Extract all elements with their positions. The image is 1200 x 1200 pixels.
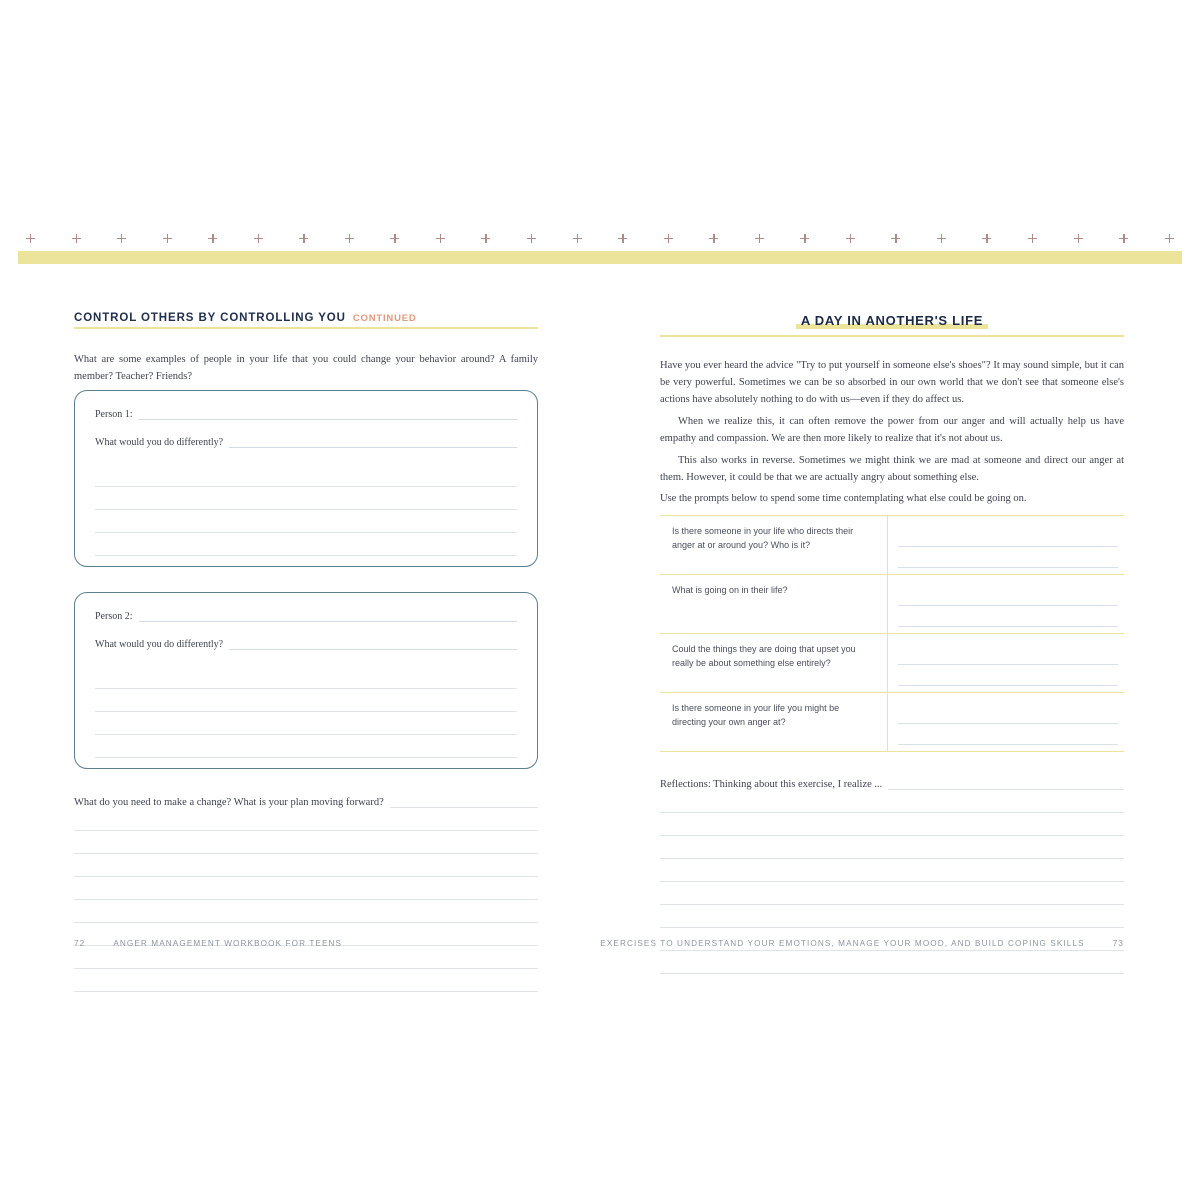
plus-icon [755,234,764,243]
plus-icon [345,234,354,243]
person-2-field[interactable] [95,610,517,622]
plus-icon [709,234,718,243]
person-1-question-input-rule[interactable] [229,436,517,448]
left-closing-input-rule[interactable] [390,794,538,808]
plus-icon [208,234,217,243]
ruled-line[interactable] [898,526,1118,547]
prompt-question-2: What is going on in their life? [660,575,888,633]
right-paragraph-3: This also works in reverse. Sometimes we might think we are mad at someone and direct our anger at them. However, it could be that we are actually angry about something else. [660,454,1124,483]
table-row[interactable] [660,634,1124,693]
person-1-question-label: What would you do differently? [95,437,224,448]
ruled-line[interactable] [74,946,538,969]
answer-box-person-1[interactable] [74,390,538,567]
person-2-question-input-rule[interactable] [229,638,517,650]
plus-icon [254,234,263,243]
page-columns [18,264,1182,962]
ruled-line[interactable] [660,951,1124,974]
prompt-answer-2[interactable] [888,575,1124,633]
plus-icon [527,234,536,243]
ruled-line[interactable] [660,836,1124,859]
plus-icon [163,234,172,243]
person-2-rule-stack[interactable] [95,666,517,758]
ruled-line[interactable] [898,724,1118,745]
left-closing-prompt: What do you need to make a change? What is your plan moving forward? [74,797,384,808]
ruled-line[interactable] [95,487,517,510]
prompt-question-4: Is there someone in your life you might be directing your own anger at? [660,693,888,751]
plus-icon [891,234,900,243]
plus-icon [937,234,946,243]
prompt-table [660,515,1124,752]
left-heading-rule [74,327,538,329]
reflection-prompt: Reflections: Thinking about this exercise, I realize ... [660,779,883,791]
left-closing-prompt-row[interactable] [74,794,538,808]
right-page-footer [600,939,1124,948]
left-closing-rule-stack[interactable] [74,808,538,992]
ruled-line[interactable] [660,790,1124,813]
prompt-answer-4[interactable] [888,693,1124,751]
ruled-line[interactable] [898,606,1118,627]
plus-icon [573,234,582,243]
left-heading-continued: CONTINUED [352,313,417,324]
left-page-number: 72 [74,939,86,948]
plus-icon [26,234,35,243]
answer-box-person-2[interactable] [74,592,538,769]
ruled-line[interactable] [898,585,1118,606]
plus-icon [72,234,81,243]
right-page-number: 73 [1112,939,1124,948]
plus-mark-row [18,222,1182,254]
plus-icon [390,234,399,243]
person-2-label: Person 2: [95,611,133,622]
person-2-question-label: What would you do differently? [95,639,224,650]
reflection-prompt-row[interactable] [660,776,1124,790]
left-footer-text: ANGER MANAGEMENT WORKBOOK FOR TEENS [113,939,343,948]
plus-icon [481,234,490,243]
ruled-line[interactable] [95,666,517,689]
right-page [600,264,1182,962]
person-1-question-field[interactable] [95,436,517,448]
plus-icon [1074,234,1083,243]
ruled-line[interactable] [898,644,1118,665]
ruled-line[interactable] [95,533,517,556]
reflection-input-rule[interactable] [888,776,1124,790]
ruled-line[interactable] [95,712,517,735]
ruled-line[interactable] [660,882,1124,905]
right-page-heading-wrap [660,312,1124,337]
plus-icon [846,234,855,243]
left-heading-text: CONTROL OTHERS BY CONTROLLING YOU [74,312,346,324]
plus-icon [664,234,673,243]
plus-icon [982,234,991,243]
table-row[interactable] [660,575,1124,634]
prompt-answer-1[interactable] [888,516,1124,574]
plus-icon [117,234,126,243]
prompt-question-3: Could the things they are doing that upset you really be about something else entirely? [660,634,888,692]
ruled-line[interactable] [95,735,517,758]
ruled-line[interactable] [74,969,538,992]
ruled-line[interactable] [95,510,517,533]
left-intro-text: What are some examples of people in your life that you could change your behavior around? A family member? Teacher? Friends? [74,354,538,382]
right-heading-rule [660,335,1124,337]
person-1-input-rule[interactable] [139,408,518,420]
right-footer-text: EXERCISES TO UNDERSTAND YOUR EMOTIONS, MANAGE YOUR MOOD, AND BUILD COPING SKILLS [600,939,1085,948]
plus-icon [800,234,809,243]
right-paragraph-2: When we realize this, it can often remove the power from our anger and will actually help us have empathy and compassion. We are then more likely to realize that it's not about us. [660,415,1124,444]
person-1-rule-stack[interactable] [95,464,517,556]
plus-icon [1119,234,1128,243]
plus-icon [436,234,445,243]
person-1-field[interactable] [95,408,517,420]
person-2-question-field[interactable] [95,638,517,650]
plus-icon [299,234,308,243]
plus-icon [1028,234,1037,243]
ruled-line[interactable] [74,808,538,831]
ruled-line[interactable] [898,703,1118,724]
right-page-heading: A DAY IN ANOTHER'S LIFE [796,313,988,329]
yellow-band [18,251,1182,264]
ruled-line[interactable] [898,665,1118,686]
prompt-answer-3[interactable] [888,634,1124,692]
ruled-line[interactable] [660,905,1124,928]
decorative-top-border [18,222,1182,264]
workbook-spread [18,222,1182,962]
ruled-line[interactable] [74,900,538,923]
ruled-line[interactable] [660,813,1124,836]
left-page-footer [74,939,342,948]
ruled-line[interactable] [95,464,517,487]
ruled-line[interactable] [74,854,538,877]
left-page-heading [74,312,538,324]
right-paragraph-1: Have you ever heard the advice "Try to put yourself in someone else's shoes"? It may sound simple, but it can be very powerful. Sometimes we can be so absorbed in our own world that we don't see that someone else's actions have absolutely nothing to do with us—even if they do affect us. [660,359,1124,405]
prompt-question-1: Is there someone in your life who directs their anger at or around you? Who is it? [660,516,888,574]
plus-icon [1165,234,1174,243]
ruled-line[interactable] [95,689,517,712]
table-row[interactable] [660,516,1124,575]
plus-icon [618,234,627,243]
right-instruction: Use the prompts below to spend some time contemplating what else could be going on. [660,492,1027,504]
ruled-line[interactable] [898,547,1118,568]
table-row[interactable] [660,693,1124,751]
person-1-label: Person 1: [95,409,133,420]
ruled-line[interactable] [74,877,538,900]
ruled-line[interactable] [660,859,1124,882]
person-2-input-rule[interactable] [139,610,518,622]
left-page [18,264,600,962]
ruled-line[interactable] [74,831,538,854]
